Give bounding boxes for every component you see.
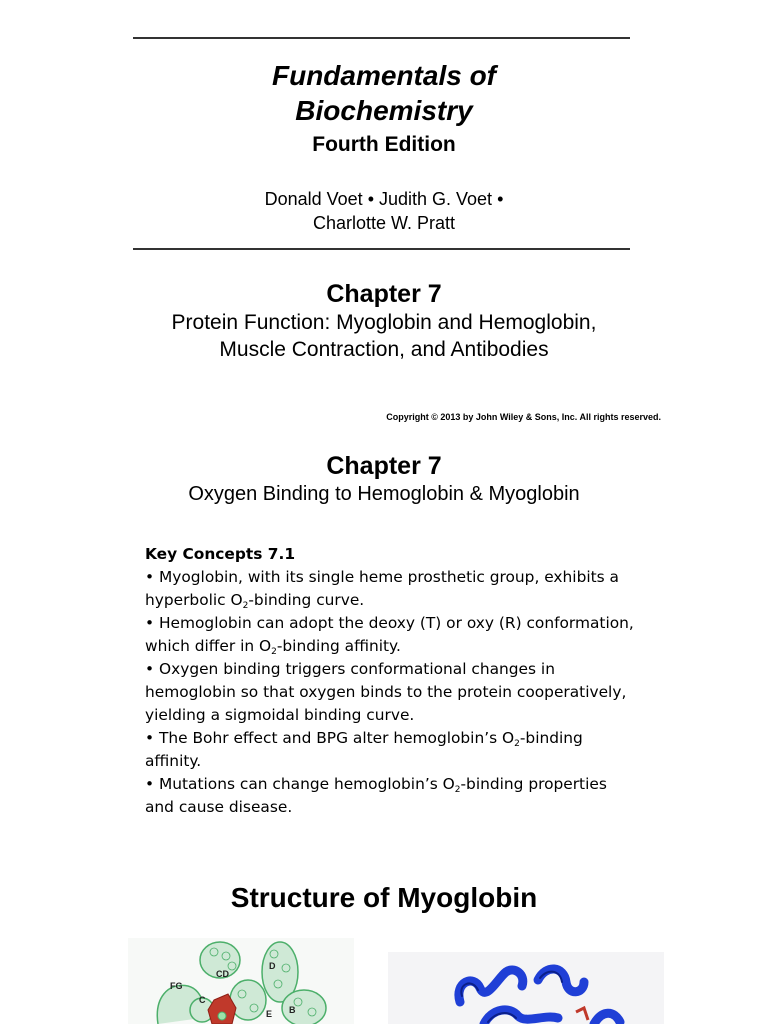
helix-label: D xyxy=(269,961,276,971)
myoglobin-backbone-diagram xyxy=(128,938,354,1024)
helix-label: E xyxy=(266,1009,273,1019)
bullet: • xyxy=(145,660,155,678)
key-concept-text: Mutations can change hemoglobin’s O xyxy=(158,775,455,793)
key-concept-text: Hemoglobin can adopt the deoxy (T) or oxy (R) conformation, which differ in O xyxy=(145,614,634,655)
key-concept-text: -binding properties and cause disease. xyxy=(145,775,607,816)
heme-iron xyxy=(218,1012,226,1020)
subscript: 2 xyxy=(271,647,277,657)
chapter-subtitle: Protein Function: Myoglobin and Hemoglobin, Muscle Contraction, and Antibodies xyxy=(171,311,597,361)
alpha-helix xyxy=(594,1013,620,1024)
helix-segment xyxy=(230,980,266,1020)
key-concept-item xyxy=(145,658,635,727)
bullet: • xyxy=(145,568,155,586)
key-concept-item xyxy=(145,612,635,658)
bullet: • xyxy=(145,729,155,747)
key-concept-text: -binding affinity. xyxy=(276,637,401,655)
key-concept-item xyxy=(145,773,635,819)
key-concept-item xyxy=(145,727,635,773)
book-title: Fundamentals of Biochemistry xyxy=(271,60,496,126)
subscript: 2 xyxy=(514,739,520,749)
key-concepts-title: Key Concepts 7.1 xyxy=(145,545,296,563)
chapter-heading: Chapter 7 xyxy=(326,280,442,308)
top-divider xyxy=(133,37,630,39)
book-authors: Donald Voet • Judith G. Voet • Charlotte W. Pratt xyxy=(264,189,504,233)
key-concept-text: -binding curve. xyxy=(248,591,365,609)
section-heading: Chapter 7 xyxy=(326,452,442,480)
section-subtitle: Oxygen Binding to Hemoglobin & Myoglobin xyxy=(188,483,580,505)
alpha-helix xyxy=(484,1010,558,1024)
key-concept-text: The Bohr effect and BPG alter hemoglobin’s O xyxy=(158,729,515,747)
key-concept-text: Myoglobin, with its single heme prosthetic group, exhibits a hyperbolic O xyxy=(145,568,619,609)
helix-label: CD xyxy=(216,969,229,979)
helix-label: B xyxy=(289,1005,296,1015)
book-edition: Fourth Edition xyxy=(312,133,456,156)
myoglobin-ribbon-model xyxy=(388,952,664,1024)
structure-heading: Structure of Myoglobin xyxy=(230,882,538,913)
alpha-helix xyxy=(459,970,523,1002)
heme-highlight xyxy=(576,1008,588,1020)
key-concepts-box xyxy=(145,543,635,819)
bottom-divider xyxy=(133,248,630,250)
key-concept-text: Oxygen binding triggers conformational changes in hemoglobin so that oxygen binds to the protein cooperatively, yielding a sigmoidal binding curve. xyxy=(145,660,627,724)
subscript: 2 xyxy=(454,785,461,795)
key-concept-text: -binding affinity. xyxy=(145,729,583,770)
bullet: • xyxy=(145,775,155,793)
helix-label: FG xyxy=(170,981,183,991)
key-concept-item xyxy=(145,566,635,612)
subscript: 2 xyxy=(242,601,249,611)
bullet: • xyxy=(145,614,155,632)
backbone-diagram-svg xyxy=(128,938,354,1024)
copyright-notice: Copyright © 2013 by John Wiley & Sons, Inc. All rights reserved. xyxy=(386,412,661,422)
helix-label: C xyxy=(199,995,206,1005)
ribbon-model-svg xyxy=(388,952,664,1024)
